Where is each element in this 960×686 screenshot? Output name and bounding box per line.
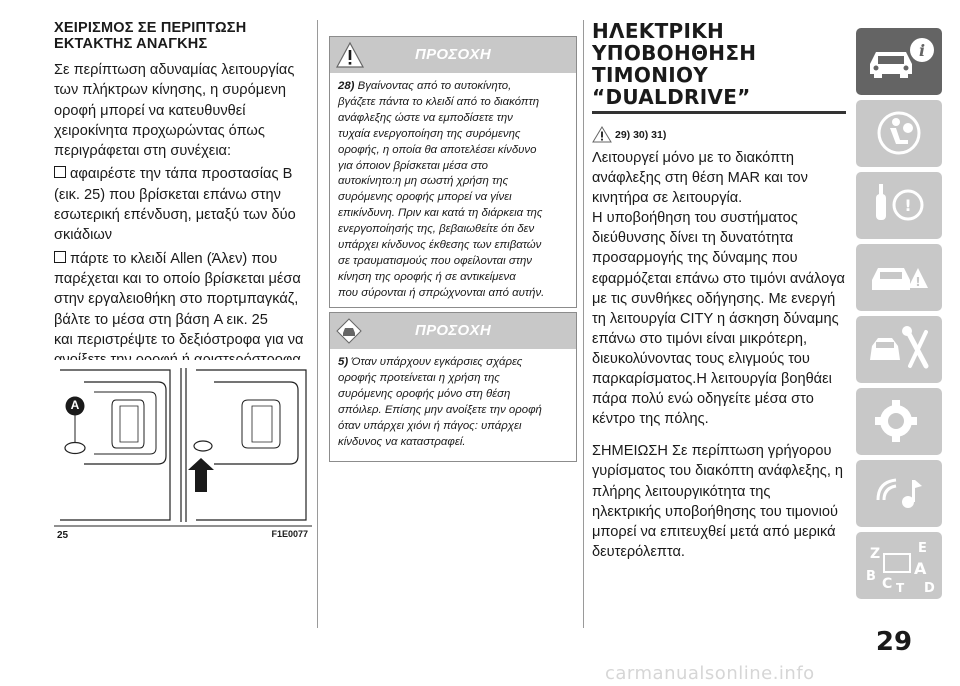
text-line: υπάρχει κίνδυνος έκθεσης των επιβατών [338,239,542,252]
paragraph-note [592,441,846,562]
left-column [54,20,312,391]
multimedia-icon [856,460,942,527]
warning-refs [592,126,846,143]
text-line: προσαρμογής της δύναμης που [592,250,798,267]
warning-title: ΠΡΟΣΟΧΗ [415,46,491,63]
column-divider [317,20,318,628]
heading-line: ΗΛΕΚΤΡΙΚΗ [592,19,725,43]
warning-header [330,37,576,73]
text-line: οροφής προτείνεται η χρήση της [338,371,500,384]
right-column [592,20,846,562]
text-line: ανάφλεξης στη θέση MAR και τον [592,170,808,187]
airbag-seat-icon [856,100,942,167]
figure-code: F1E0077 [271,529,308,539]
text-line: διευκολύνοντας τους ελιγμούς του [592,350,810,367]
step-remove-cap [54,164,312,245]
tab-safety[interactable] [856,100,942,167]
gear-icon [856,388,942,455]
text-line: στην εργαλειοθήκη στο πορτμπαγκάζ, [54,291,299,308]
tab-maintenance[interactable] [856,316,942,383]
text-line: τυχαία ενεργοποίηση της συρόμενης [338,127,521,140]
text-line: εσωτερική επένδυση, μεταξύ των δύο [54,207,296,224]
text-line: σκιάδιων [54,227,113,244]
paragraph-dualdrive [592,148,846,429]
car-warning-icon [856,244,942,311]
svg-text:i: i [918,41,926,60]
text-line: περιγράφεται στη συνέχεια: [54,143,232,160]
text-line: πάρτε το κλειδί Allen (Άλεν) που [70,250,278,267]
text-line: που σύρονται ή σπρώχνονται από αυτήν. [338,286,545,299]
text-line: γυρίσματος του διακόπτη ανάφλεξης, η [592,463,844,480]
heading-underline [592,111,846,114]
warning-ref: 28) [338,80,355,92]
text-line: οροφής, η οποία θα αποτελέσει κίνδυνο [338,143,537,156]
svg-text:!: ! [904,196,912,215]
text-line: επάνω στο τιμόνι είναι μικρότερη, [592,330,808,347]
text-line: Βγαίνοντας από το αυτοκίνητο, [357,80,512,92]
text-line: με τις συνθήκες οδήγησης. Με ενεργή [592,290,836,307]
index-letters-icon [856,532,942,599]
column-divider [583,20,584,628]
refs-text: 29) 30) 31) [615,128,667,141]
text-line: συρόμενης οροφής μόνο στη θέση [338,387,511,400]
tab-starting[interactable] [856,172,942,239]
text-line: τη λειτουργία CITY η άσκηση δύναμης [592,310,839,327]
text-line: σπόιλερ. Επίσης μην ανοίξετε την οροφή [338,403,542,416]
intro-paragraph [54,60,312,161]
text-line: βγάζετε πάντα το κλειδί από το διακόπτη [338,95,540,108]
tab-technical[interactable] [856,388,942,455]
warning-text [330,73,576,310]
warning-box-28 [329,36,577,308]
text-line: όταν υπάρχει χιόνι ή πάγος: υπάρχει [338,419,522,432]
text-line: σε τραυματισμούς που οφείλονται στην [338,254,532,267]
text-line: χειροκίνητα προχωρώντας όπως [54,122,265,139]
svg-text:A: A [914,559,927,578]
checkbox-bullet-icon [54,166,66,178]
tab-car-info[interactable] [856,28,942,95]
text-line: διεύθυνσης δίνει τη δυνατότητα [592,230,794,247]
text-line: (εικ. 25) που βρίσκεται επάνω στην [54,186,281,203]
roof-diagram [54,360,312,543]
text-line: αυτοκίνητο:η μη σωστή χρήση της [338,175,509,188]
text-line: ενεργοποίησής της, βεβαιωθείτε ότι δεν [338,223,535,236]
tab-emergency[interactable] [856,244,942,311]
section-heading-emergency [54,20,312,52]
svg-text:C: C [882,576,893,592]
car-info-icon [856,28,942,95]
warning-title: ΠΡΟΣΟΧΗ [415,322,491,339]
text-line: οροφή μπορεί να κατευθυνθεί [54,102,246,119]
key-ignition-icon [856,172,942,239]
text-line: κέντρο της πόλης. [592,411,709,428]
text-line: για όποιον βρίσκεται μέσα στο [338,159,489,172]
text-line: Όταν υπάρχουν εγκάρσιες σχάρες [351,356,523,368]
text-line: ηλεκτρικής υποβοήθησης του τιμονιού [592,503,838,520]
figure-number: 25 [57,530,69,541]
text-line: κίνδυνος να καταστραφεί. [338,435,466,448]
text-line: Λειτουργεί μόνο με το διακόπτη [592,150,795,166]
text-line: ΣΗΜΕΙΩΣΗ Σε περίπτωση γρήγορου [592,443,832,460]
svg-text:T: T [896,581,905,595]
text-line: βάλτε το μέσα στη βάση A εικ. 25 [54,311,268,328]
svg-text:!: ! [915,275,921,289]
text-line: κινητήρα σε λειτουργία. [592,190,743,207]
text-line: κίνηση της οροφής ή σε αντικείμενα [338,270,516,283]
section-heading-dualdrive [592,20,846,108]
figure-callout-a: A [70,398,80,412]
svg-text:E: E [918,541,927,556]
text-line: μπορεί να επιτευχθεί μετά από μερικά [592,523,836,540]
svg-text:Z: Z [870,546,881,562]
wrench-screwdriver-icon [856,316,942,383]
page-number: 29 [875,627,913,657]
heading-line: “DUALDRIVE” [592,85,751,109]
warning-triangle-icon [592,126,612,143]
heading-line: ΧΕΙΡΙΣΜΟΣ ΣΕ ΠΕΡΙΠΤΩΣΗ [54,20,247,36]
tab-index[interactable] [856,532,942,599]
checkbox-bullet-icon [54,251,66,263]
heading-line: ΕΚΤΑΚΤΗΣ ΑΝΑΓΚΗΣ [54,36,208,52]
svg-text:B: B [866,569,876,584]
text-line: Σε περίπτωση αδυναμίας λειτουργίας [54,62,295,78]
watermark: carmanualsonline.info [605,663,815,684]
text-line: πλήρης λειτουργικότητα της [592,483,771,500]
text-line: παρκαρίσματος.Η λειτουργία βοηθάει [592,371,832,388]
text-line: αφαιρέστε την τάπα προστασίας B [70,166,293,183]
figure-25 [54,360,312,543]
text-line: επικίνδυνη. Πριν και κατά τη διάρκεια της [338,207,543,220]
heading-line: ΥΠΟΒΟΗΘΗΣΗ ΤΙΜΟΝΙΟΥ [592,41,757,87]
text-line: εφαρμόζεται επάνω στο τιμόνι ανάλογα [592,270,845,287]
text-line: συρόμενης οροφής μπορεί να γίνει [338,191,512,204]
text-line: δευτερόλεπτα. [592,543,685,560]
text-line: και περιστρέψτε το δεξιόστροφα για να [54,331,304,348]
warning-box-5 [329,312,577,462]
text-line: παρέχεται και το οποίο βρίσκεται μέσα [54,270,301,287]
text-line: Η υποβοήθηση του συστήματος [592,210,798,227]
text-line: πάρα πολύ ενώ οδηγείτε μέσα στο [592,391,814,408]
text-line: των πλήκτρων κίνησης, η συρόμενη [54,82,287,99]
text-line: ανάφλεξης ώστε να εμποδίσετε την [338,111,513,124]
warning-text [330,349,576,458]
tab-multimedia[interactable] [856,460,942,527]
svg-text:D: D [924,581,935,596]
warning-ref: 5) [338,356,349,368]
warning-header [330,313,576,349]
